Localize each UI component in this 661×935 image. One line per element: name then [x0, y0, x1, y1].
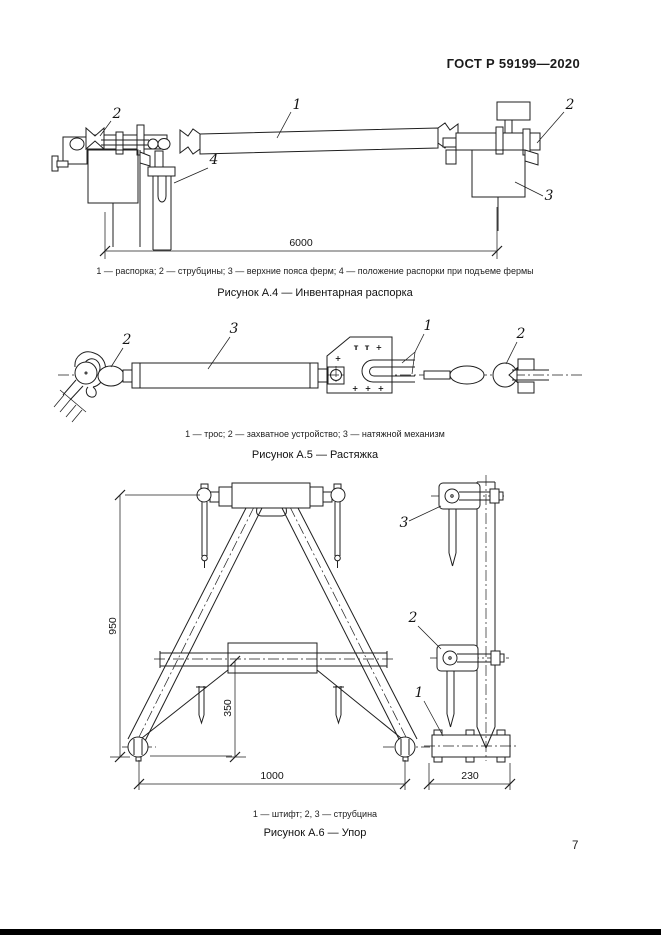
scan-edge-bar: [0, 929, 661, 935]
callout-2-left: 2: [122, 332, 132, 348]
anchor-hook: [54, 352, 106, 422]
cross-tube-assembly: [142, 643, 401, 738]
dim-1000-text: 1000: [260, 770, 284, 782]
callout-3: 3: [229, 321, 239, 337]
figure-a5-drawing: [55, 313, 590, 423]
dim-6000-text: 6000: [289, 237, 313, 249]
figure-a6-drawing: [90, 468, 570, 803]
callout-2: 2: [408, 610, 418, 626]
turnbuckle-body: [132, 363, 328, 388]
dimension-230: [424, 763, 515, 790]
left-clamp: [52, 125, 170, 247]
anchor-plate: [327, 337, 392, 393]
callout-1: 1: [292, 97, 302, 113]
upor-side-view: [424, 475, 518, 790]
weld-marks-top: т т +: [353, 343, 385, 352]
link-oval-left: [98, 366, 132, 386]
callout-4: 4: [209, 152, 219, 168]
figure-a4-caption: 1 — распорка; 2 — струбцины; 3 — верхние пояса ферм; 4 — положение распорки при подъеме фермы: [96, 266, 534, 276]
cable-rod: [424, 371, 450, 379]
figure-a5-title: Рисунок А.5 — Растяжка: [251, 449, 379, 461]
truss-chord-upper: [497, 102, 530, 120]
dim-350-text: 350: [222, 699, 234, 717]
link-oval-right: [450, 366, 484, 384]
dim-950-text: 950: [107, 617, 119, 635]
dimension-350: [150, 656, 246, 762]
truss-chord-right: [472, 150, 525, 197]
weld-marks-bottom: + + +: [351, 384, 387, 393]
middle-clamp: [430, 645, 509, 727]
figure-a6-labels: [400, 506, 443, 736]
top-clamp: [431, 483, 507, 566]
callout-3: 3: [544, 188, 554, 204]
truss-chord-left: [88, 150, 138, 203]
callout-2-right: 2: [565, 97, 575, 113]
figure-a5-caption: 1 — трос; 2 — захватное устройство; 3 — натяжной механизм: [185, 429, 445, 439]
figure-a6-title: Рисунок А.6 — Упор: [263, 827, 367, 839]
standard-number-header: ГОСТ Р 59199—2020: [446, 56, 580, 71]
dimension-6000: [100, 207, 502, 259]
right-clamp: [443, 102, 540, 231]
callout-3: 3: [399, 515, 409, 531]
a-frame-legs: [128, 507, 417, 745]
callout-2-left: 2: [112, 106, 122, 122]
figure-a6-caption: 1 — штифт; 2, 3 — струбцина: [252, 809, 378, 819]
spacer-tube: [180, 123, 458, 154]
callout-1: 1: [423, 318, 433, 334]
base-plate: [424, 730, 518, 762]
page-number: 7: [572, 840, 579, 852]
weld-mark-left: +: [334, 354, 344, 363]
frame-feet: [122, 737, 430, 761]
callout-1: 1: [414, 685, 424, 701]
callout-2-right: 2: [516, 326, 526, 342]
figure-a4-drawing: [40, 85, 600, 265]
figure-a4-title: Рисунок А.4 — Инвентарная распорка: [217, 287, 413, 299]
grip-device-right: [493, 359, 549, 393]
spacer-lift-position: [148, 151, 175, 250]
dimension-1000: [134, 760, 410, 790]
dim-230-text: 230: [461, 770, 479, 782]
